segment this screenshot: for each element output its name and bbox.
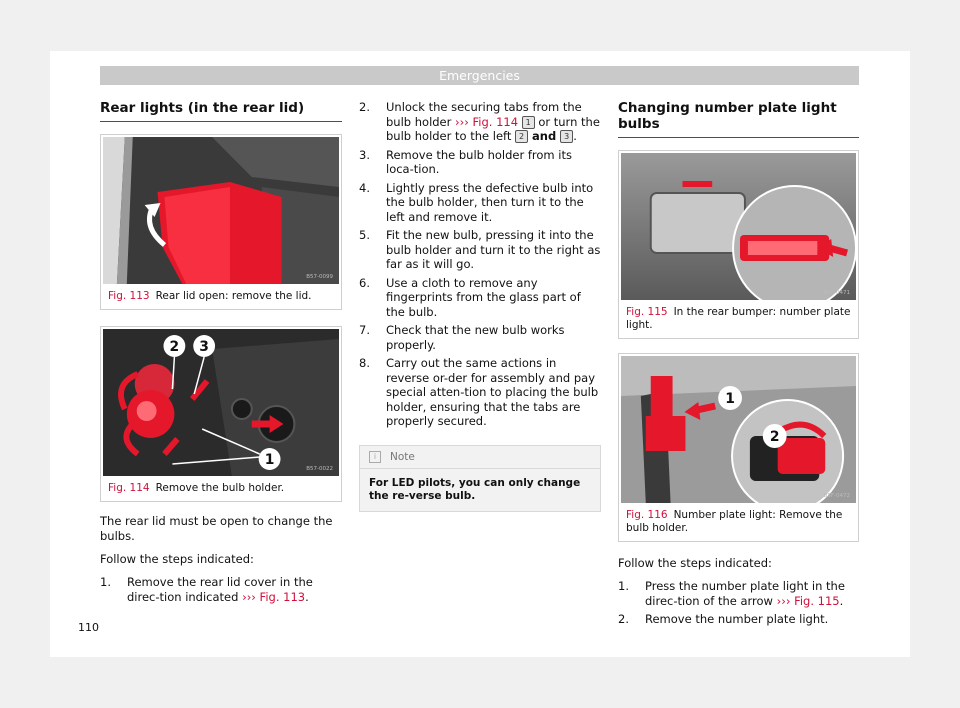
page-number: 110 bbox=[78, 621, 99, 634]
note-text: For LED pilots, you can only change the re-verse bulb. bbox=[369, 476, 581, 502]
figure-label: Fig. 116 bbox=[626, 509, 668, 521]
step-item: 4. Lightly press the defective bulb into the bulb holder, then turn it to the left and remove it. bbox=[359, 180, 594, 224]
figure-label: Fig. 114 bbox=[108, 482, 150, 494]
column-left bbox=[100, 100, 342, 608]
figure-113 bbox=[100, 134, 342, 310]
svg-text:2: 2 bbox=[169, 338, 180, 356]
bulb-holder-illustration bbox=[103, 329, 339, 476]
photo-rear-lid bbox=[103, 137, 339, 284]
column-right bbox=[618, 100, 859, 631]
section-title-rear-lights: Rear lights (in the rear lid) bbox=[100, 100, 342, 122]
figure-caption bbox=[101, 478, 341, 501]
note-icon: i bbox=[369, 451, 381, 463]
chapter-header: Emergencies bbox=[100, 66, 859, 85]
callout-badge: 3 bbox=[560, 130, 573, 143]
caption-text: Number plate light: Remove the bulb holder. bbox=[626, 509, 843, 534]
photo-remove-bulb-holder bbox=[621, 356, 856, 503]
step-item: 7. Check that the new bulb works properly. bbox=[359, 323, 565, 352]
column-middle bbox=[359, 100, 601, 512]
intro-text: The rear lid must be open to change the bulbs. bbox=[100, 514, 333, 543]
step-item: 2. Unlock the securing tabs from the bulb holder ››› Fig. 114 1 or turn the bulb holder to the left 2 and 3 . bbox=[359, 100, 600, 143]
photo-number-plate-light bbox=[621, 153, 856, 300]
figure-label: Fig. 113 bbox=[108, 290, 150, 302]
caption-text: In the rear bumper: number plate light. bbox=[626, 306, 851, 331]
image-code: B5F-0471 bbox=[823, 290, 850, 296]
follow-steps-text: Follow the steps indicated: bbox=[100, 552, 254, 566]
figure-caption bbox=[101, 286, 341, 309]
figure-116 bbox=[618, 353, 859, 542]
svg-text:1: 1 bbox=[725, 390, 735, 408]
step-item: 6. Use a cloth to remove any fingerprints from the glass part of the bulb. bbox=[359, 275, 581, 319]
figure-label: Fig. 115 bbox=[626, 306, 668, 318]
step-item: 1. Press the number plate light in the direc-tion of the arrow ››› Fig. 115. bbox=[618, 579, 845, 608]
steps-list bbox=[100, 575, 342, 604]
step-item: 2. Remove the number plate light. bbox=[618, 612, 829, 626]
follow-steps-text: Follow the steps indicated: bbox=[618, 556, 772, 570]
figure-reference-link[interactable]: ››› Fig. 113 bbox=[242, 589, 306, 604]
figure-114 bbox=[100, 326, 342, 502]
callout-badge: 2 bbox=[515, 130, 528, 143]
figure-115 bbox=[618, 150, 859, 339]
figure-reference-link[interactable]: ››› Fig. 115 bbox=[776, 593, 840, 608]
caption-text: Rear lid open: remove the lid. bbox=[155, 290, 312, 302]
svg-text:3: 3 bbox=[199, 338, 209, 356]
svg-text:1: 1 bbox=[264, 451, 275, 469]
note-heading: i Note bbox=[360, 446, 600, 469]
rear-lid-illustration bbox=[103, 137, 339, 284]
figure-caption bbox=[619, 505, 858, 541]
figure-caption bbox=[619, 302, 858, 338]
step-item: 5. Fit the new bulb, pressing it into the bulb holder and turn it to the right as far as it will go. bbox=[359, 228, 601, 271]
note-box bbox=[359, 445, 601, 512]
step-item: 3. Remove the bulb holder from its loca-tion. bbox=[359, 147, 572, 176]
number-plate-illustration bbox=[621, 153, 856, 300]
step-item: 8. Carry out the same actions in reverse or-der for assembly and pay special atten-tion to placing the bulb holder, ensuring that the tabs are properly secured. bbox=[359, 356, 599, 428]
callout-badge: 1 bbox=[522, 116, 535, 129]
image-code: B57-0099 bbox=[306, 274, 333, 280]
image-code: B57-0022 bbox=[306, 466, 333, 472]
bulb-holder-removal-illustration bbox=[621, 356, 856, 503]
image-code: B5F-0472 bbox=[823, 493, 850, 499]
caption-text: Remove the bulb holder. bbox=[155, 482, 285, 494]
step-item: 1. Remove the rear lid cover in the direc-tion indicated ››› Fig. 113. bbox=[100, 575, 313, 604]
section-title-number-plate: Changing number plate light bulbs bbox=[618, 100, 859, 138]
photo-bulb-holder bbox=[103, 329, 339, 476]
steps-list bbox=[618, 579, 859, 627]
steps-list bbox=[359, 100, 601, 429]
svg-text:2: 2 bbox=[769, 428, 780, 446]
figure-reference-link[interactable]: ››› Fig. 114 bbox=[455, 114, 519, 129]
